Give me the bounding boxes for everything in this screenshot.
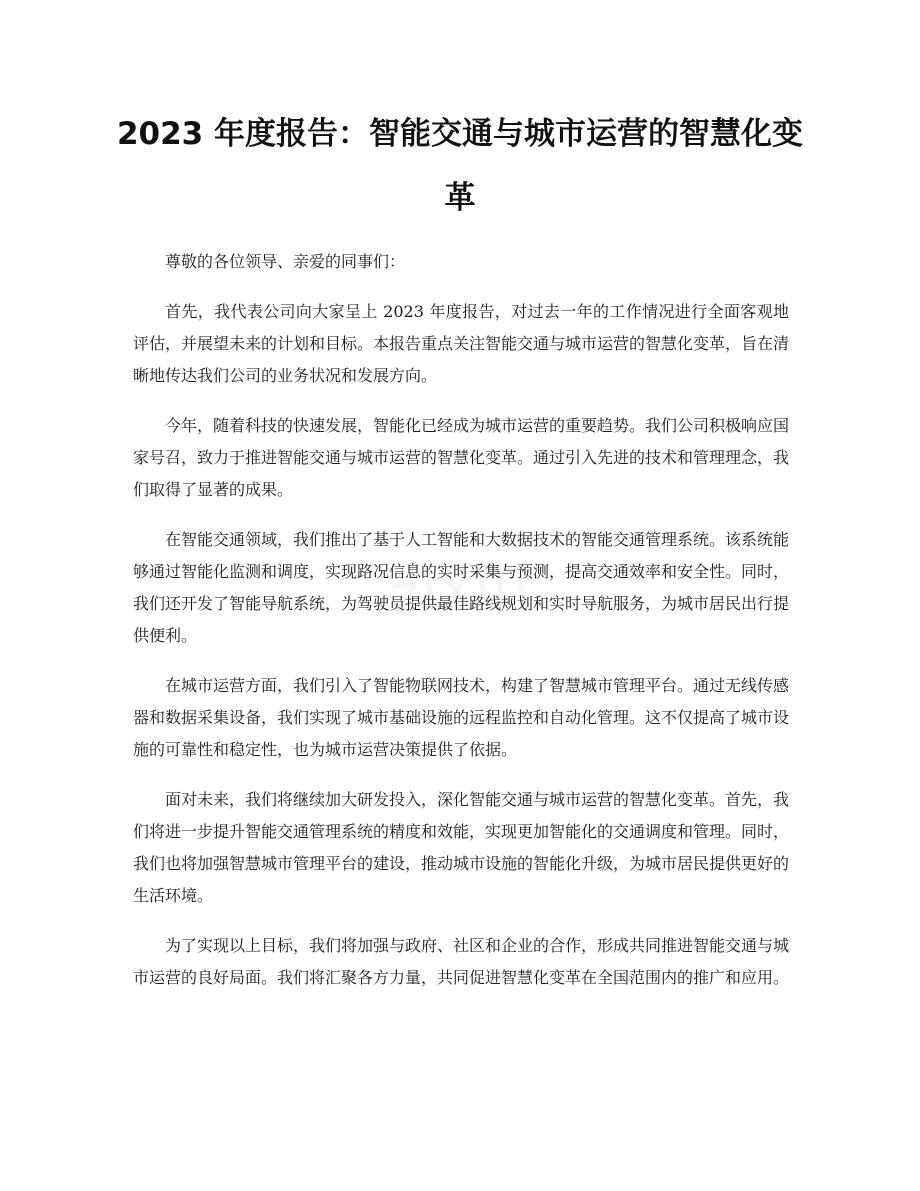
paragraph-4: 在城市运营方面，我们引入了智能物联网技术，构建了智慧城市管理平台。通过无线传感器和数据采集设备，我们实现了城市基础设施的远程监控和自动化管理。这不仅提高了城市设施的可靠性和稳定性，也为城市运营决策提供了依据。 <box>133 676 790 759</box>
paragraph-5: 面对未来，我们将继续加大研发投入，深化智能交通与城市运营的智慧化变革。首先，我们将进一步提升智能交通管理系统的精度和效能，实现更加智能化的交通调度和管理。同时，我们也将加强智慧城市管理平台的建设，推动城市设施的智能化升级，为城市居民提供更好的生活环境。 <box>133 790 790 905</box>
paragraph-2: 今年，随着科技的快速发展，智能化已经成为城市运营的重要趋势。我们公司积极响应国家号召，致力于推进智能交通与城市运营的智慧化变革。通过引入先进的技术和管理理念，我们取得了显著的成果。 <box>133 416 790 499</box>
salutation: 尊敬的各位领导、亲爱的同事们： <box>165 252 406 271</box>
document-title: 2023 年度报告：智能交通与城市运营的智慧化变革 <box>116 116 804 216</box>
paragraph-6: 为了实现以上目标，我们将加强与政府、社区和企业的合作，形成共同推进智能交通与城市运营的良好局面。我们将汇聚各方力量，共同促进智慧化变革在全国范围内的推广和应用。 <box>133 936 790 987</box>
watermark: zixin <box>386 545 534 630</box>
paragraph-1: 首先，我代表公司向大家呈上 2023 年度报告，对过去一年的工作情况进行全面客观地评估，并展望未来的计划和目标。本报告重点关注智能交通与城市运营的智慧化变革，旨在清晰地传达我们公司的业务状况和发展方向。 <box>133 302 790 385</box>
document-body <box>133 246 789 1012</box>
paragraph-3: 在智能交通领域，我们推出了基于人工智能和大数据技术的智能交通管理系统。该系统能够通过智能化监测和调度，实现路况信息的实时采集与预测，提高交通效率和安全性。同时，我们还开发了智能导航系统，为驾驶员提供最佳路线规划和实时导航服务，为城市居民出行提供便利。 <box>133 530 790 645</box>
